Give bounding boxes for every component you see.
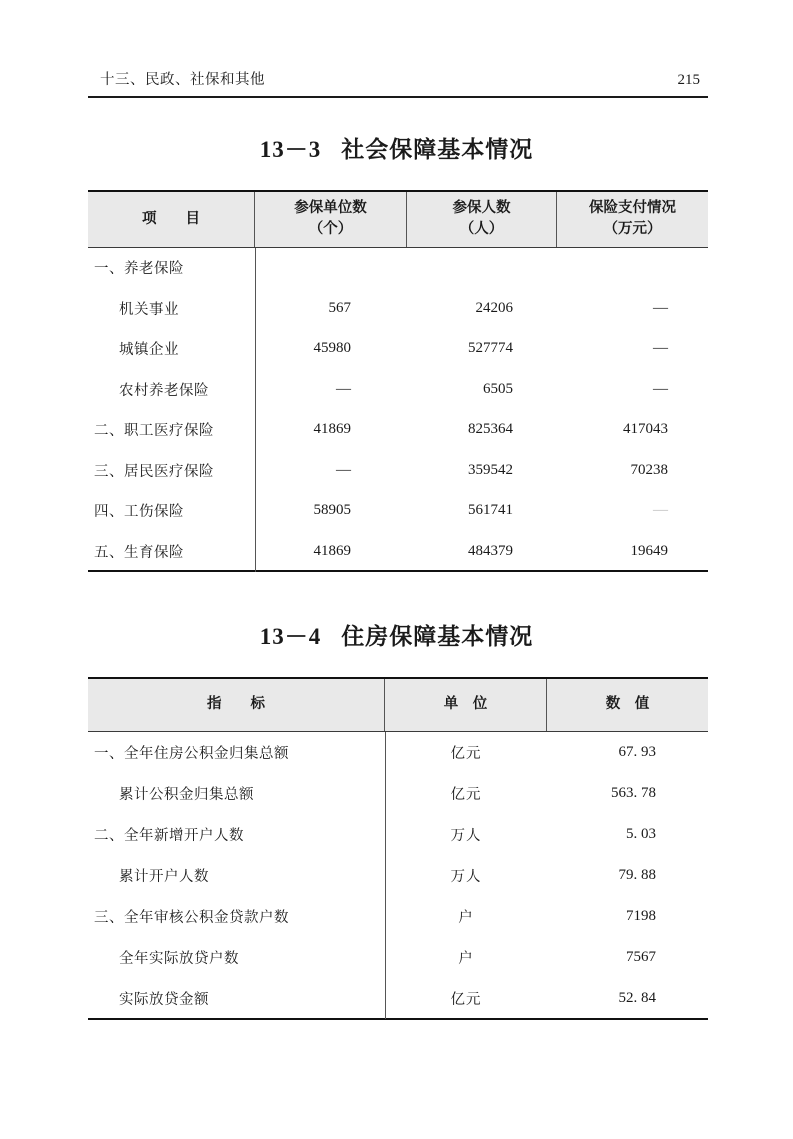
table1-header-item: 项 目 [88, 192, 255, 247]
table-row [88, 329, 708, 370]
numeric-value: 5. 03 [626, 825, 656, 842]
insured-persons-value: 825364 [468, 421, 513, 438]
page-number: 215 [677, 72, 700, 88]
table2-header-indicator: 指 标 [88, 679, 385, 731]
table2-header-unit: 单 位 [385, 679, 547, 731]
numeric-value: 52. 84 [618, 990, 656, 1007]
table1-body [88, 248, 708, 572]
row-label: 全年实际放贷户数 [119, 951, 239, 968]
insured-persons-value: 527774 [468, 340, 513, 357]
table1-header-payment: 保险支付情况 （万元） [589, 200, 676, 238]
table1-header-units: 参保单位数 （个） [255, 192, 407, 247]
running-head [88, 70, 708, 98]
row-label: 城镇企业 [119, 342, 179, 359]
payment-value: — [653, 299, 668, 316]
table1-title-number: 13－3 [259, 137, 322, 162]
table2-body [88, 732, 708, 1020]
row-label: 二、职工医疗保险 [94, 423, 214, 440]
table-row [88, 978, 708, 1019]
unit-value: 万人 [450, 827, 482, 844]
payment-value: — [653, 502, 668, 519]
insured-units-value: — [336, 380, 351, 397]
unit-value: 亿元 [450, 745, 482, 762]
unit-value: 亿元 [450, 786, 482, 803]
table2-header-value: 数 值 [605, 696, 650, 713]
row-label: 累计公积金归集总额 [119, 786, 254, 803]
insured-persons-value: 24206 [475, 299, 513, 316]
table-row [88, 732, 708, 773]
insured-units-value: 41869 [313, 542, 351, 559]
table-row [88, 491, 708, 532]
insured-units-value: — [336, 461, 351, 478]
payment-value: — [653, 380, 668, 397]
insured-persons-value: 484379 [468, 542, 513, 559]
numeric-value: 7198 [626, 907, 656, 924]
table-row [88, 531, 708, 572]
chapter-title: 十三、民政、社保和其他 [100, 72, 265, 88]
row-label: 五、生育保险 [94, 544, 184, 561]
unit-value: 万人 [450, 868, 482, 885]
row-label: 一、全年住房公积金归集总额 [94, 745, 289, 762]
row-label: 四、工伤保险 [94, 504, 184, 521]
unit-value: 亿元 [450, 992, 482, 1009]
row-label: 农村养老保险 [119, 382, 209, 399]
table-row [88, 288, 708, 329]
table1-title [0, 131, 793, 164]
table2-title [0, 618, 793, 651]
insured-units-value: 58905 [313, 502, 351, 519]
row-label: 三、居民医疗保险 [94, 463, 214, 480]
row-label: 三、全年审核公积金贷款户数 [94, 909, 289, 926]
table1-header-persons: 参保人数 （人） [407, 192, 557, 247]
table2-header-row [88, 679, 708, 732]
table-row [88, 937, 708, 978]
table-row [88, 773, 708, 814]
insured-units-value: 41869 [313, 421, 351, 438]
table-row [88, 410, 708, 451]
payment-value: — [653, 340, 668, 357]
row-label: 机关事业 [119, 301, 179, 318]
table-row [88, 450, 708, 491]
table2-title-text: 住房保障基本情况 [341, 624, 534, 649]
table1-title-text: 社会保障基本情况 [341, 137, 534, 162]
table1-header-row [88, 192, 708, 248]
insured-persons-value: 359542 [468, 461, 513, 478]
table-row [88, 814, 708, 855]
insured-units-value: 567 [328, 299, 351, 316]
row-label: 一、养老保险 [94, 261, 184, 278]
numeric-value: 67. 93 [618, 743, 656, 760]
payment-value: 19649 [630, 542, 668, 559]
social-security-table [88, 190, 708, 572]
table-row [88, 369, 708, 410]
unit-value: 户 [458, 951, 474, 968]
insured-persons-value: 561741 [468, 502, 513, 519]
numeric-value: 563. 78 [611, 784, 656, 801]
row-label: 实际放贷金额 [119, 992, 209, 1009]
housing-security-table [88, 677, 708, 1020]
table-row [88, 248, 708, 289]
table-row [88, 896, 708, 937]
unit-value: 户 [458, 909, 474, 926]
row-label: 累计开户人数 [119, 868, 209, 885]
row-label: 二、全年新增开户人数 [94, 827, 244, 844]
payment-value: 70238 [630, 461, 668, 478]
table-row [88, 855, 708, 896]
numeric-value: 79. 88 [618, 866, 656, 883]
numeric-value: 7567 [626, 949, 656, 966]
payment-value: 417043 [623, 421, 668, 438]
table2-title-number: 13－4 [259, 624, 322, 649]
insured-units-value: 45980 [313, 340, 351, 357]
insured-persons-value: 6505 [483, 380, 513, 397]
